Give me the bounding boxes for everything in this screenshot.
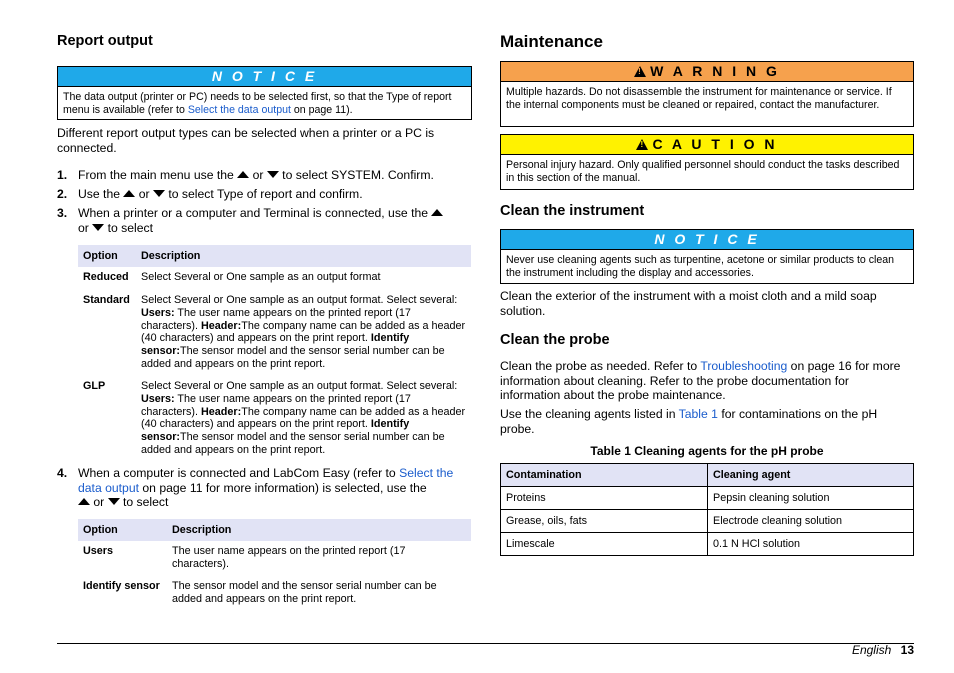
option-name: Identify sensor <box>83 580 160 592</box>
warning-triangle-icon <box>634 66 646 77</box>
table-1-link[interactable]: Table 1 <box>678 407 718 421</box>
option-description <box>141 294 466 371</box>
contamination-cell: Proteins <box>501 487 708 510</box>
step-1 <box>57 168 472 183</box>
notice-text: The data output (printer or PC) needs to be selected first, so that the Type of report menu is available (refer to <box>63 91 452 116</box>
table-header-row <box>501 464 914 487</box>
table-row <box>501 533 914 556</box>
up-arrow-icon <box>123 190 135 197</box>
option-description <box>141 380 466 457</box>
step-text: to select Type of report and confirm. <box>165 187 363 201</box>
up-arrow-icon <box>237 171 249 178</box>
contamination-cell: Limescale <box>501 533 708 556</box>
select-data-output-link[interactable]: Select the data output <box>187 104 291 116</box>
desc-bold: Identify sensor: <box>141 418 410 444</box>
contamination-cell: Grease, oils, fats <box>501 510 708 533</box>
desc-bold: Users: <box>141 306 175 319</box>
step-text: When a computer is connected and LabCom Easy (refer to <box>78 466 400 480</box>
option-name: Reduced <box>83 271 129 283</box>
desc-text: Select Several or One sample as an output format. Select several: <box>141 380 458 392</box>
down-arrow-icon <box>92 224 104 231</box>
desc-text: The user name appears on the printed report (17 characters). <box>141 392 411 418</box>
desc-text: The user name appears on the printed report (17 characters). <box>141 306 411 332</box>
desc-bold: Identify sensor: <box>141 332 410 358</box>
down-arrow-icon <box>108 498 120 505</box>
notice-label: N O T I C E <box>58 67 471 87</box>
option-header: Option <box>83 250 118 262</box>
notice-body <box>58 87 471 121</box>
desc-text: The sensor model and the sensor serial number can be added and appears on the print report. <box>141 345 445 370</box>
up-arrow-icon <box>78 498 90 505</box>
step-number: 4. <box>57 466 68 480</box>
caution-text: Personal injury hazard. Only qualified personnel should conduct the tasks described in this section of the manual. <box>506 159 900 184</box>
step-text: or <box>90 495 108 509</box>
option-name: Standard <box>83 294 130 306</box>
step-number: 2. <box>57 187 68 201</box>
step-text: to select SYSTEM. Confirm. <box>278 168 434 182</box>
option-description: The user name appears on the printed report (17 characters). <box>172 545 406 570</box>
desc-text: The sensor model and the sensor serial number can be added and appears on the print report. <box>141 431 445 456</box>
step-text: From the main menu use the <box>78 168 238 182</box>
clean-instrument-text: Clean the exterior of the instrument with a moist cloth and a mild soap solution. <box>500 289 877 318</box>
down-arrow-icon <box>267 171 279 178</box>
cleaning-agent-cell: 0.1 N HCl solution <box>708 533 914 556</box>
clean-probe-heading: Clean the probe <box>500 332 610 348</box>
select-data-output-link[interactable]: Select the data output <box>78 466 454 495</box>
options-table-header <box>78 245 471 267</box>
options-table-header <box>78 519 471 541</box>
caution-header <box>501 135 913 155</box>
option-name: GLP <box>83 380 106 392</box>
desc-bold: Header: <box>201 405 242 418</box>
desc-text: The company name can be added as a header (40 characters) and appears on the print report. <box>141 405 466 431</box>
maintenance-heading: Maintenance <box>500 32 603 51</box>
step-2 <box>57 187 472 202</box>
step-text: to select <box>119 495 169 509</box>
table-row <box>501 487 914 510</box>
cleaning-agent-cell: Pepsin cleaning solution <box>708 487 914 510</box>
troubleshooting-link[interactable]: Troubleshooting <box>700 359 788 373</box>
step-number: 3. <box>57 206 68 220</box>
probe-text: Clean the probe as needed. Refer to <box>500 359 701 373</box>
warning-label: W A R N I N G <box>650 63 780 79</box>
option-description: The sensor model and the sensor serial number can be added and appears on the print report. <box>172 580 437 605</box>
caution-triangle-icon <box>636 139 648 150</box>
down-arrow-icon <box>153 190 165 197</box>
table-row <box>501 510 914 533</box>
desc-bold: Users: <box>141 392 175 405</box>
up-arrow-icon <box>431 209 443 216</box>
step-text: or <box>135 187 153 201</box>
step-text: or <box>249 168 267 182</box>
step-number: 1. <box>57 168 68 182</box>
option-header: Option <box>83 524 118 536</box>
step-4 <box>57 466 472 509</box>
option-name: Users <box>83 545 114 557</box>
page-number: 13 <box>900 643 914 657</box>
report-intro: Different report output types can be selected when a printer or a PC is connected. <box>57 126 435 155</box>
description-header: Description <box>141 250 201 262</box>
agents-text: for contaminations on the pH probe. <box>500 407 878 436</box>
caution-label: C A U T I O N <box>652 136 778 152</box>
warning-header <box>501 62 913 82</box>
notice-box <box>500 229 914 284</box>
warning-text: Multiple hazards. Do not disassemble the instrument for maintenance or service. If the internal components must be cleaned or repaired, contact the manufacturer. <box>506 86 892 111</box>
notice-text: Never use cleaning agents such as turpentine, acetone or similar products to clean the instrument including the display and accessories. <box>506 254 895 279</box>
header-contamination: Contamination <box>501 464 708 487</box>
desc-text: Select Several or One sample as an output format. Select several: <box>141 294 458 306</box>
clean-instrument-heading: Clean the instrument <box>500 203 645 219</box>
probe-text: on page 16 for more information about cleaning. Refer to the probe documentation for information about the probe maintenance. <box>500 359 901 402</box>
option-description: Select Several or One sample as an output format <box>141 271 381 283</box>
description-header: Description <box>172 524 232 536</box>
step-text: When a printer or a computer and Terminal is connected, use the <box>78 206 432 220</box>
footer-language: English <box>851 643 892 657</box>
step-text: on page 11 for more information) is selected, use the <box>139 480 427 495</box>
footer <box>780 643 914 657</box>
step-text: or <box>78 220 93 235</box>
clean-probe-text <box>500 359 912 403</box>
notice-text-end: on page 11). <box>290 104 353 116</box>
caution-box <box>500 134 914 190</box>
desc-bold: Header: <box>201 319 242 332</box>
cleaning-agents-table <box>500 463 914 556</box>
notice-label: N O T I C E <box>501 230 913 250</box>
header-cleaning-agent: Cleaning agent <box>708 464 914 487</box>
table-caption: Table 1 Cleaning agents for the pH probe <box>590 444 824 458</box>
desc-text: The company name can be added as a header (40 characters) and appears on the print report. <box>141 319 466 345</box>
cleaning-agents-text <box>500 407 912 436</box>
step-text: to select <box>104 220 154 235</box>
notice-box <box>57 66 472 120</box>
warning-box <box>500 61 914 127</box>
step-3 <box>57 206 472 235</box>
step-text: Use the <box>78 187 124 201</box>
report-output-heading: Report output <box>57 33 153 49</box>
agents-text: Use the cleaning agents listed in <box>500 407 679 421</box>
cleaning-agent-cell: Electrode cleaning solution <box>708 510 914 533</box>
